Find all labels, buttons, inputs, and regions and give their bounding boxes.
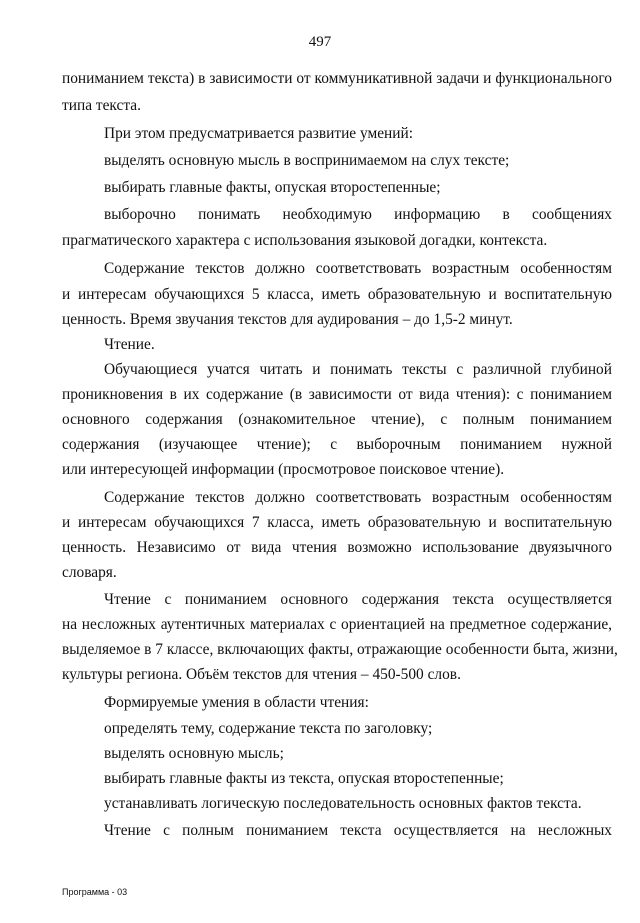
text-line: ценность. Независимо от вида чтения возможно использование двуязычного bbox=[62, 539, 612, 556]
text-line: ценность. Время звучания текстов для аудирования – до 1,5-2 минут. bbox=[62, 311, 513, 328]
text-line: пониманием текста) в зависимости от коммуникативной задачи и функционального bbox=[62, 70, 612, 87]
text-line: Чтение. bbox=[104, 336, 155, 353]
footer-label: Программа - 03 bbox=[62, 887, 128, 897]
text-line: содержания (изучающее чтение); с выборочным пониманием нужной bbox=[62, 436, 612, 453]
text-line: основного содержания (ознакомительное чтение), с полным пониманием bbox=[62, 411, 612, 428]
text-line: выделять основную мысль в воспринимаемом на слух тексте; bbox=[104, 152, 510, 169]
text-line: или интересующей информации (просмотровое поисковое чтение). bbox=[62, 461, 505, 478]
text-line: Содержание текстов должно соответствовать возрастным особенностям bbox=[104, 489, 612, 506]
text-line: и интересам обучающихся 7 класса, иметь образовательную и воспитательную bbox=[62, 514, 612, 531]
text-line: прагматического характера с использования языковой догадки, контекста. bbox=[62, 232, 548, 249]
text-line: выбирать главные факты из текста, опуская второстепенные; bbox=[104, 770, 504, 787]
text-line: типа текста. bbox=[62, 97, 141, 114]
text-line: Обучающиеся учатся читать и понимать тексты с различной глубиной bbox=[104, 361, 612, 378]
text-line: определять тему, содержание текста по заголовку; bbox=[104, 720, 433, 737]
text-line: Содержание текстов должно соответствовать возрастным особенностям bbox=[104, 260, 612, 277]
text-line: словаря. bbox=[62, 564, 117, 581]
text-line: проникновения в их содержание (в зависимости от вида чтения): с пониманием bbox=[62, 386, 612, 403]
page-number: 497 bbox=[308, 34, 332, 50]
text-line: Чтение с полным пониманием текста осуществляется на несложных bbox=[104, 822, 612, 839]
text-line: выделять основную мысль; bbox=[104, 745, 284, 762]
text-line: выбирать главные факты, опуская второстепенные; bbox=[104, 179, 441, 196]
text-line: выборочно понимать необходимую информацию в сообщениях bbox=[104, 206, 612, 223]
text-line: выделяемое в 7 классе, включающих факты, отражающие особенности быта, жизни, bbox=[62, 641, 618, 658]
text-line: на несложных аутентичных материалах с ориентацией на предметное содержание, bbox=[62, 616, 612, 633]
text-line: культуры региона. Объём текстов для чтения – 450-500 слов. bbox=[62, 666, 461, 683]
text-line: и интересам обучающихся 5 класса, иметь образовательную и воспитательную bbox=[62, 286, 612, 303]
text-line: Формируемые умения в области чтения: bbox=[104, 694, 369, 711]
text-line: При этом предусматривается развитие умений: bbox=[104, 125, 414, 142]
text-line: Чтение с пониманием основного содержания текста осуществляется bbox=[104, 591, 612, 608]
text-line: устанавливать логическую последовательность основных фактов текста. bbox=[104, 795, 582, 812]
